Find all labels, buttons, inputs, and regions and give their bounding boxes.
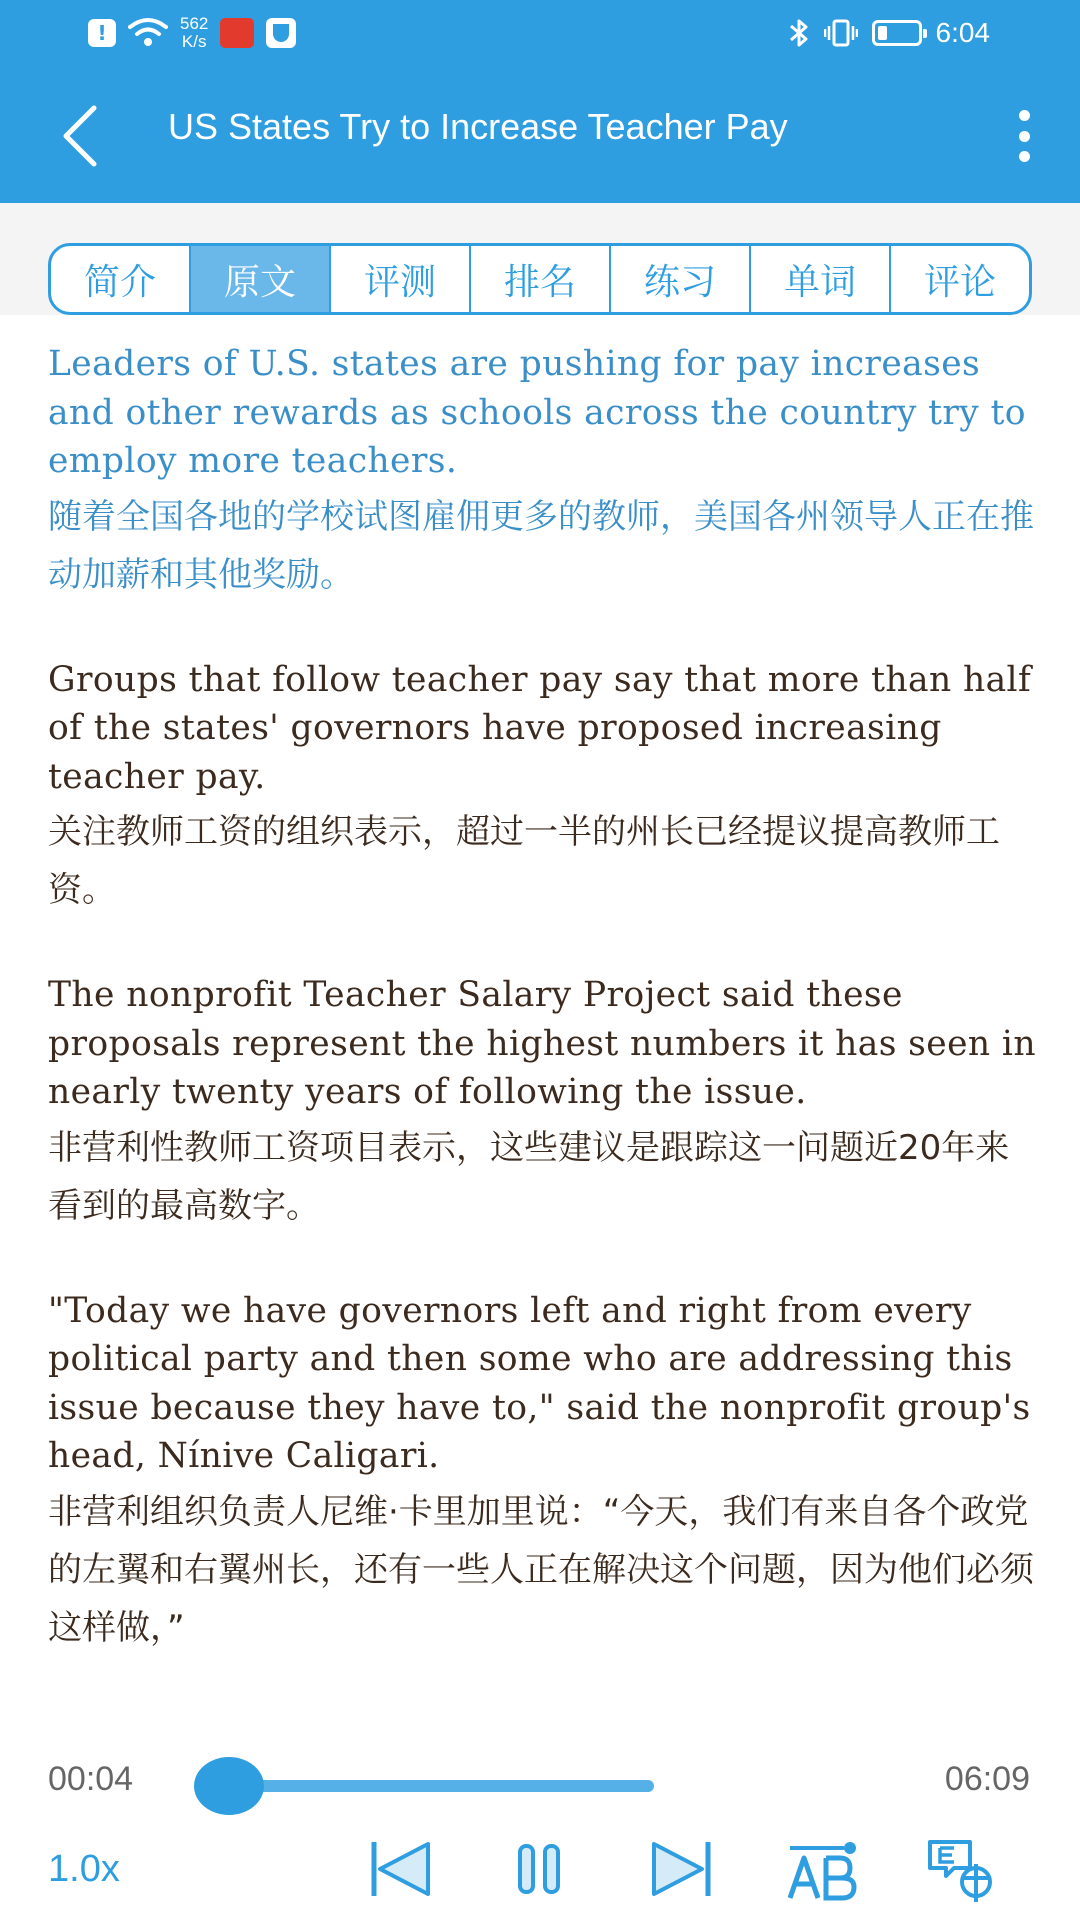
seek-bar-buffered <box>228 1780 654 1792</box>
next-button[interactable] <box>646 1834 716 1904</box>
english-sentence: "Today we have governors left and right from every political party and then some who are addressing this issue because they have to," said the nonprofit group's head, Nínive Caligari. <box>48 1290 1031 1476</box>
app-bar <box>0 66 1080 203</box>
status-right <box>788 12 991 54</box>
tab-1[interactable]: 原文 <box>191 246 331 312</box>
pause-icon <box>504 1834 574 1904</box>
vibrate-icon <box>824 17 858 49</box>
status-bar <box>0 0 1080 66</box>
audio-player <box>0 1730 1080 1920</box>
status-time: 6:04 <box>935 17 990 48</box>
tab-2[interactable]: 评测 <box>331 246 471 312</box>
previous-icon <box>366 1834 436 1904</box>
notification-icon: ! <box>88 19 116 47</box>
sentence-block[interactable] <box>48 971 1038 1235</box>
status-left <box>88 12 296 54</box>
more-dot-icon <box>1019 151 1030 162</box>
pause-button[interactable] <box>504 1834 574 1904</box>
network-speed-value: 562 <box>180 14 209 33</box>
sentence-block[interactable] <box>48 1287 1038 1657</box>
seek-bar[interactable] <box>228 1780 654 1792</box>
network-speed <box>180 15 208 51</box>
network-speed-unit: K/s <box>181 32 207 51</box>
tab-bar-container <box>0 203 1080 315</box>
english-sentence: Leaders of U.S. states are pushing for pay increases and other rewards as schools across the country try to employ more teachers. <box>48 344 1026 481</box>
current-time: 00:04 <box>48 1760 134 1798</box>
battery-level <box>878 26 888 40</box>
chinese-translation: 关注教师工资的组织表示，超过一半的州长已经提议提高教师工资。 <box>48 812 1000 910</box>
chinese-translation: 非营利组织负责人尼维·卡里加里说：“今天，我们有来自各个政党的左翼和右翼州长，还有一些人正在解决这个问题，因为他们必须这样做，” <box>48 1491 1034 1648</box>
tab-6[interactable]: 评论 <box>923 261 996 303</box>
seek-knob[interactable] <box>194 1757 264 1815</box>
more-options-button[interactable] <box>1004 106 1044 166</box>
playback-speed-button[interactable]: 1.0x <box>48 1848 120 1890</box>
tab-bar <box>48 243 1032 315</box>
tab-5[interactable]: 单词 <box>751 246 891 312</box>
tab-3[interactable]: 排名 <box>471 246 611 312</box>
top-bar <box>0 0 1080 203</box>
tab-4[interactable]: 练习 <box>611 246 751 312</box>
shield-icon <box>266 18 296 48</box>
article-content[interactable] <box>48 340 1038 1709</box>
page-title: US States Try to Increase Teacher Pay <box>168 106 788 147</box>
chinese-translation: 随着全国各地的学校试图雇佣更多的教师，美国各州领导人正在推动加薪和其他奖励。 <box>48 496 1034 595</box>
next-icon <box>646 1834 716 1904</box>
sentence-block[interactable] <box>48 340 1038 604</box>
english-sentence: The nonprofit Teacher Salary Project said these proposals represent the highest numbers it has seen in nearly twenty years of following the issue. <box>48 975 1036 1112</box>
battery-icon <box>872 20 922 46</box>
ab-repeat-icon <box>784 1834 860 1904</box>
total-time: 06:09 <box>944 1760 1030 1798</box>
back-button[interactable] <box>50 96 120 176</box>
ab-repeat-button[interactable] <box>784 1834 860 1904</box>
translation-toggle-button[interactable] <box>924 1834 1000 1904</box>
more-dot-icon <box>1019 131 1030 142</box>
more-dot-icon <box>1019 110 1030 121</box>
translation-toggle-icon <box>924 1834 1000 1904</box>
sentence-block[interactable] <box>48 656 1038 920</box>
app-notification-icon <box>220 18 254 48</box>
previous-button[interactable] <box>366 1834 436 1904</box>
tab-0[interactable]: 简介 <box>51 246 191 312</box>
bluetooth-icon <box>788 17 810 49</box>
chinese-translation: 非营利性教师工资项目表示，这些建议是跟踪这一问题近20年来看到的最高数字。 <box>48 1127 1010 1226</box>
chevron-left-icon <box>50 96 120 176</box>
english-sentence: Groups that follow teacher pay say that more than half of the states' governors have proposed increasing teacher pay. <box>48 659 1032 797</box>
wifi-icon <box>128 17 168 49</box>
